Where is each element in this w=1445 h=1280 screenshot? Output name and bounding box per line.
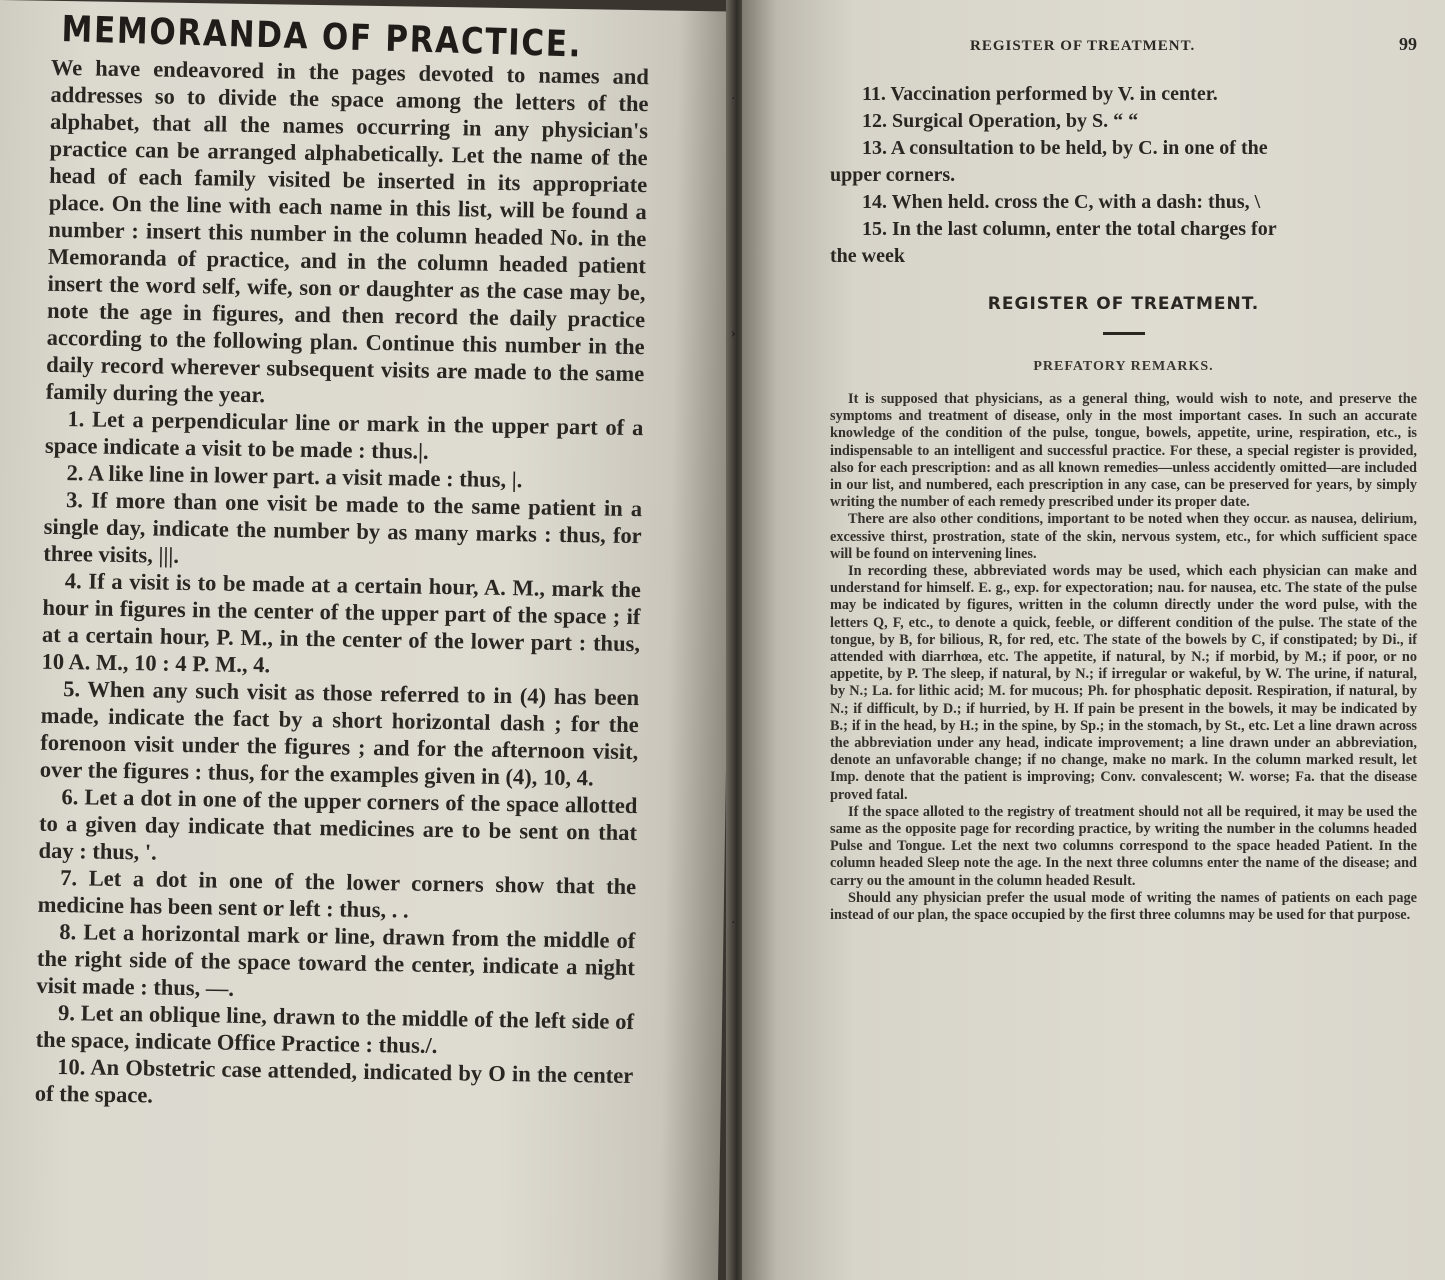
list-item: 6. Let a dot in one of the upper corners of the space allotted to a given day indicate that medicines are to be sent on that day : thus, '. [38, 784, 638, 865]
list-item: 14. When held. cross the C, with a dash: thus, \ [862, 191, 1261, 213]
list-item: the week [830, 245, 905, 267]
paragraph: There are also other conditions, important to be noted when they occur. as nausea, delirium, excessive thirst, prostration, state of the skin, nervous system, etc., for which sufficient space will be found on intervening lines. [830, 511, 1417, 562]
list-item: 1. Let a perpendicular line or mark in the upper part of a space indicate a visit to be made : thus.|. [44, 406, 644, 464]
paragraph: In recording these, abbreviated words may be used, which each physician can make and understand for himself. E. g., exp. for expectoration; nau. for nausea, etc. The state of the pulse may be indicated by figures, written in the column directly under the word pulse, with the letters Q, F, etc., to denote a quick, feeble, or different condition of the pulse. The state of the tongue, by B, for bilious, R, for red, etc. The state of the bowels by C, if constipated; by Di., if attended with diarrhœa, etc. The appetite, if natural, by N.; if morbid, by M.; if poor, or no appetite, by P. The sleep, if natural, by N.; if irregular or wakeful, by W. The urine, if natural, by N.; La. for lithic acid; M. for mucous; Ph. for phosphatic deposit. Respiration, if natural, by N.; if difficult, by D.; if hurried, by H. If pain be present in the bowels, it may be indicated by B.; if in the head, by H.; in the spine, by Sp.; in the stomach, by St., etc. Let a line drawn across the abbreviation under any head, indicate improvement; a line drawn under an abbreviation, denote an unfavorable change; if no change, make no mark. In the column marked result, let Imp. denote that the patient is improving; Conv. convalescent; W. worse; Fa. that the disease proved fatal. [830, 563, 1417, 803]
running-head-title: REGISTER OF TREATMENT. [970, 38, 1196, 54]
list-item: 12. Surgical Operation, by S. “ “ [862, 110, 1139, 132]
list-item: 9. Let an oblique line, drawn to the middle of the left side of the space, indicate Office Practice : thus./. [35, 1000, 635, 1058]
list-item: 3. If more than one visit be made to the same patient in a single day, indicate the number by as many marks : thus, for three visits, |||. [43, 487, 643, 568]
list-item: upper corners. [830, 164, 956, 186]
paragraph: It is supposed that physicians, as a general thing, would wish to note, and preserve the symptoms and treatment of disease, only in the most important cases. In such an accurate knowledge of the condition of the pulse, tongue, bowels, appetite, urine, respiration, etc., is indispensable to an intelligent and successful practice. For these, a special register is provided, also for each prescription: and as all known remedies—unless accidently omitted—are included in our list, and numbered, each prescription in any case, can be preserved for years, by simply writing the number of each remedy prescribed under its proper date. [830, 391, 1417, 511]
list-item: 5. When any such visit as those referred to in (4) has been made, indicate the fact by a short horizontal dash ; for the forenoon visit under the figures ; and for the afternoon visit, over the figures : thus, for the examples given in (4), 10, 4. [39, 676, 640, 791]
list-item: 2. A like line in lower part. a visit made : thus, |. [66, 460, 523, 493]
list-item: 13. A consultation to be held, by C. in one of the [862, 137, 1268, 159]
list-item: 10. An Obstetric case attended, indicated by O in the center of the space. [34, 1054, 634, 1108]
right-page [742, 0, 1445, 1280]
prefatory-remarks [830, 391, 1417, 924]
page-number: 99 [1399, 34, 1417, 54]
list-item: 8. Let a horizontal mark or line, drawn from the middle of the right side of the space toward the center, indicate a night visit made : thus, —. [36, 919, 636, 1001]
list-item: 4. If a visit is to be made at a certain hour, A. M., mark the hour in figures in the center of the upper part of the space ; if at a certain hour, P. M., in the center of the lower part : thus, 10 A. M., 10 : 4 P. M., 4. [41, 568, 642, 678]
staple-mark: · [731, 92, 736, 107]
page-title: MEMORANDA OF PRACTICE. [61, 8, 583, 66]
list-item: 15. In the last column, enter the total charges for [862, 218, 1277, 240]
list-item: 7. Let a dot in one of the lower corners show that the medicine has been sent or left : thus, . . [37, 865, 637, 923]
section-divider [1103, 332, 1145, 335]
staple-mark: › [731, 326, 736, 341]
running-header [970, 34, 1417, 55]
paragraph: If the space alloted to the registry of treatment should not all be required, it may be used the same as the opposite page for recording practice, by writing the number in the columns headed Pulse and Tongue. Let the next two columns correspond to the space headed Patient. In the column headed Sleep note the age. In the next three columns enter the name of the disease; and carry ou the amount in the column headed Result. [830, 803, 1417, 889]
section-title: REGISTER OF TREATMENT. [987, 294, 1260, 314]
paragraph: Should any physician prefer the usual mode of writing the names of patients on each page instead of our plan, the space occupied by the first three columns may be used for that purpose. [830, 889, 1417, 924]
subsection-title: PREFATORY REMARKS. [1033, 359, 1214, 374]
intro-paragraph: We have endeavored in the pages devoted to names and addresses so to divide the space among the letters of the alphabet, that all the names occurring in any physician's practice can be arranged alphabetically. Let the name of the head of each family visited be inserted in its appropriate place. On the line with each name in this list, will be found a number : insert this number in the column headed No. in the Memoranda of practice, and in the column headed patient insert the word self, wife, son or daughter as the case may be, note the age in figures, and then record the daily practice according to the following plan. Continue this number in the daily record wherever subsequent visits are made to the same family during the year. [45, 54, 650, 408]
continued-list [830, 81, 1417, 270]
staple-mark: · [731, 916, 736, 931]
list-item: 11. Vaccination performed by V. in center. [862, 83, 1218, 105]
